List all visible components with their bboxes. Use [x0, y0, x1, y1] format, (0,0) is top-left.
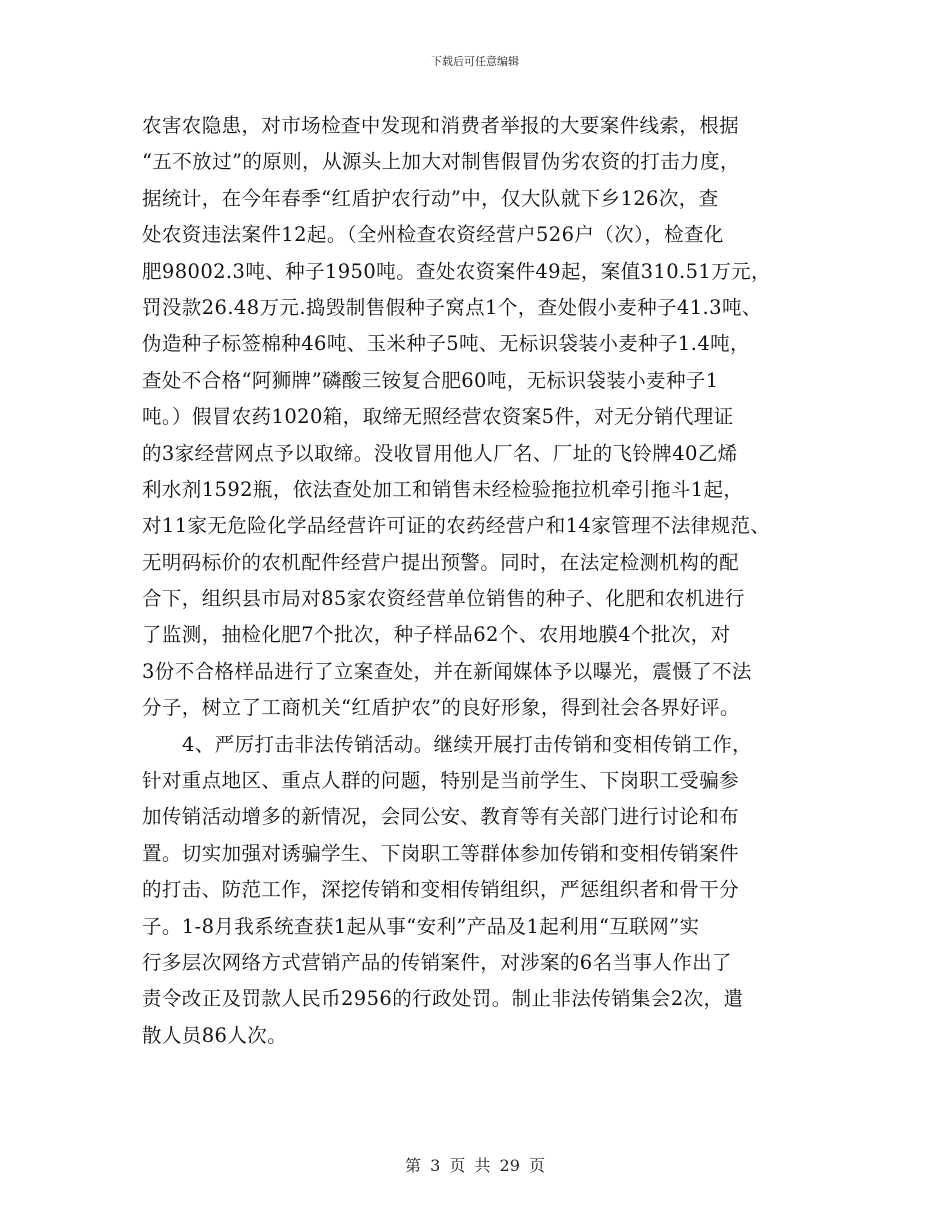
text-line: 对11家无危险化学品经营许可证的农药经营户和14家管理不法律规范、 — [142, 514, 771, 538]
text-line: 针对重点地区、重点人群的问题，特别是当前学生、下岗职工受骗参 — [142, 769, 740, 793]
text-line: 罚没款26.48万元.捣毁制售假种子窝点1个，查处假小麦种子41.3吨、 — [142, 295, 762, 319]
text-line: 肥98002.3吨、种子1950吨。查处农资案件49起，案值310.51万元， — [142, 259, 771, 283]
text-line: 农害农隐患，对市场检查中发现和消费者举报的大要案件线索，根据 — [142, 114, 740, 137]
text-line: 了监测，抽检化肥7个批次，种子样品62个、农用地膜4个批次，对 — [142, 623, 731, 647]
document-body — [142, 108, 822, 1054]
page-number: 第 3 页 共 29 页 — [405, 1156, 545, 1175]
text-line: 行多层次网络方式营销产品的传销案件，对涉案的6名当事人作出了 — [142, 950, 732, 974]
text-line: 合下，组织县市局对85家农资经营单位销售的种子、化肥和农机进行 — [142, 587, 745, 611]
text-line: 据统计，在今年春季“红盾护农行动”中，仅大队就下乡126次，查 — [142, 186, 719, 210]
text-line: 3份不合格样品进行了立案查处，并在新闻媒体予以曝光，震慑了不法 — [142, 659, 752, 683]
text-line: 的打击、防范工作，深挖传销和变相传销组织，严惩组织者和骨干分 — [142, 878, 740, 902]
text-line: 置。切实加强对诱骗学生、下岗职工等群体参加传销和变相传销案件 — [142, 841, 740, 865]
text-line: 伪造种子标签棉种46吨、玉米种子5吨、无标识袋装小麦种子1.4吨， — [142, 332, 750, 356]
text-line: 吨。）假冒农药1020箱，取缔无照经营农资案5件，对无分销代理证 — [142, 405, 734, 429]
text-line: 分子，树立了工商机关“红盾护农”的良好形象，得到社会各界好评。 — [142, 696, 740, 720]
paragraph-start-line: 4、严厉打击非法传销活动。继续开展打击传销和变相传销工作， — [182, 732, 753, 756]
text-line: 散人员86人次。 — [142, 1023, 288, 1047]
text-line: 查处不合格“阿狮牌”磷酸三铵复合肥60吨，无标识袋装小麦种子1 — [142, 368, 719, 392]
text-line: 的3家经营网点予以取缔。没收冒用他人厂名、厂址的飞铃牌40乙烯 — [142, 441, 738, 465]
text-line: 处农资违法案件12起。（全州检查农资经营户526户（次），检查化 — [142, 223, 724, 247]
page-header: 下载后可任意编辑 — [431, 55, 519, 68]
text-line: 子。1-8月我系统查获1起从事“安利”产品及1起利用“互联网”实 — [142, 914, 700, 938]
text-line: 利水剂1592瓶，依法查处加工和销售未经检验拖拉机牵引拖斗1起， — [142, 477, 744, 501]
text-line: 加传销活动增多的新情况，会同公安、教育等有关部门进行讨论和布 — [142, 805, 740, 829]
text-line: 责令改正及罚款人民币2956的行政处罚。制止非法传销集会2次，遣 — [142, 987, 744, 1011]
text-line: 无明码标价的农机配件经营户提出预警。同时，在法定检测机构的配 — [142, 550, 740, 574]
text-line: “五不放过”的原则，从源头上加大对制售假冒伪劣农资的打击力度， — [142, 150, 740, 174]
